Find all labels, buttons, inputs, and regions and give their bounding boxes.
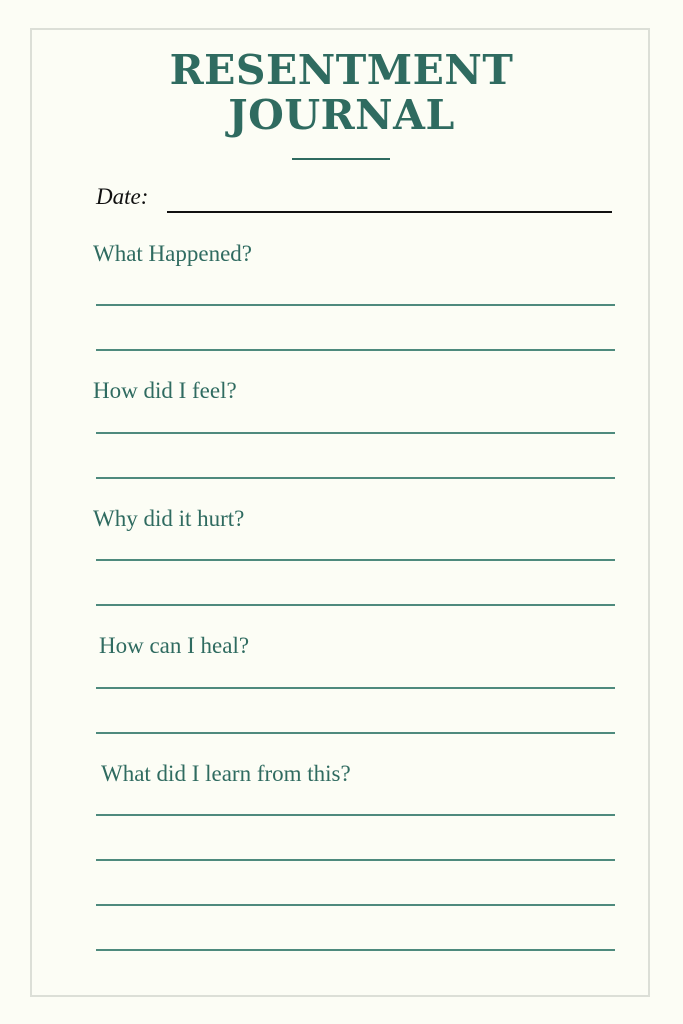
write-line[interactable]	[96, 687, 615, 689]
question-why-did-it-hurt: Why did it hurt?	[93, 506, 245, 531]
date-write-line[interactable]	[167, 211, 612, 213]
write-line[interactable]	[96, 432, 615, 434]
date-label: Date:	[96, 184, 149, 209]
write-line[interactable]	[96, 814, 615, 816]
question-how-can-i-heal: How can I heal?	[99, 633, 250, 658]
question-how-did-i-feel: How did I feel?	[93, 378, 237, 403]
write-line[interactable]	[96, 859, 615, 861]
question-what-did-i-learn: What did I learn from this?	[101, 761, 351, 786]
write-line[interactable]	[96, 732, 615, 734]
write-line[interactable]	[96, 304, 615, 306]
title-divider	[292, 158, 390, 160]
title-line-1: RESENTMENT	[169, 46, 514, 94]
title-line-2: JOURNAL	[228, 91, 455, 139]
write-line[interactable]	[96, 949, 615, 951]
question-what-happened: What Happened?	[93, 241, 253, 266]
write-line[interactable]	[96, 904, 615, 906]
write-line[interactable]	[96, 477, 615, 479]
write-line[interactable]	[96, 349, 615, 351]
write-line[interactable]	[96, 604, 615, 606]
write-line[interactable]	[96, 559, 615, 561]
